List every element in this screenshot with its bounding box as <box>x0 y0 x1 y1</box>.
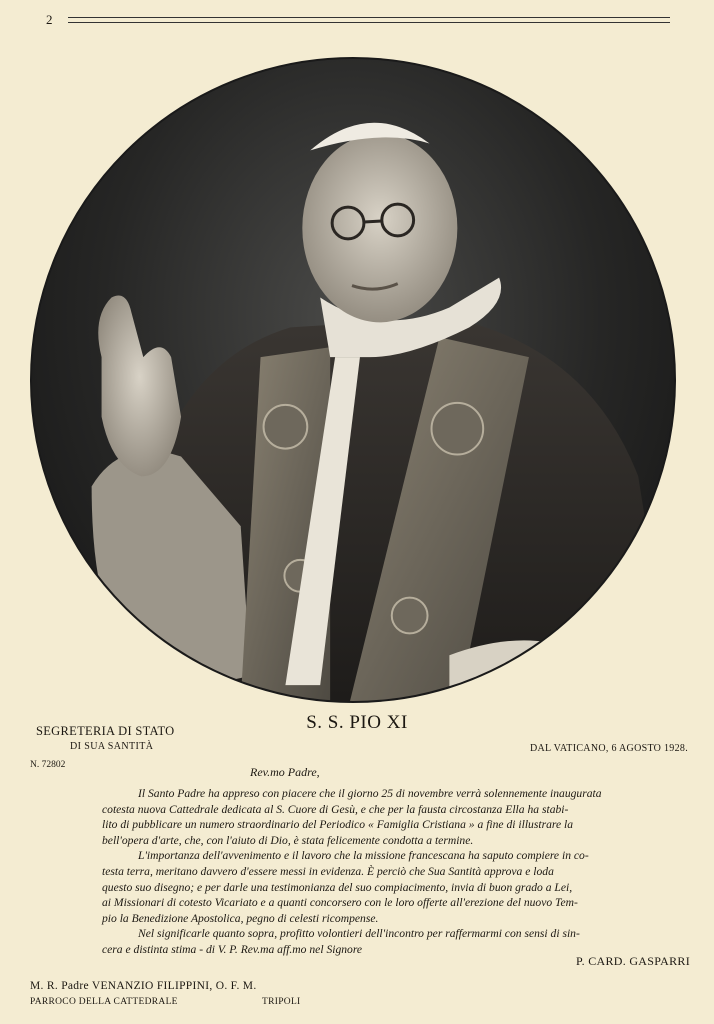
letter-line: cotesta nuova Cattedrale dedicata al S. Cuore di Gesù, e che per la fausta circostanza Ella ha stabi- <box>102 802 569 816</box>
letter-line: L'importanza dell'avvenimento e il lavoro che la missione francescana ha saputo compiere in co- <box>138 849 589 863</box>
portrait-caption: S. S. PIO XI <box>306 712 408 733</box>
letter-salutation: Rev.mo Padre, <box>250 765 320 779</box>
recipient-name: M. R. Padre VENANZIO FILIPPINI, O. F. M. <box>30 980 257 992</box>
letter-line: cera e distinta stima - di V. P. Rev.ma aff.mo nel Signore <box>102 942 363 956</box>
letter-line: Nel significarle quanto sopra, profitto volontieri dell'incontro per raffermarmi con sensi di sin- <box>138 927 580 941</box>
page-number: 2 <box>46 12 53 27</box>
letter-line: ai Missionari di cotesto Vicariato e a quanti concorsero con le loro offerte all'erezione del nuovo Tem- <box>102 896 578 910</box>
letter-line: lito di pubblicare un numero straordinario del Periodico « Famiglia Cristiana » a fine di illustrare la <box>102 818 574 832</box>
letter-body <box>102 786 688 958</box>
portrait-illustration <box>32 59 674 701</box>
letter-line: pio la Benedizione Apostolica, pegno di celesti ricompense. <box>102 911 379 925</box>
letter-signature: P. CARD. GASPARRI <box>575 954 690 968</box>
office-heading: SEGRETERIA DI STATO <box>36 724 175 738</box>
office-subheading: DI SUA SANTITÀ <box>70 741 154 752</box>
protocol-number: N. 72802 <box>30 760 66 770</box>
letter-line: questo suo disegno; e per darle una testimonianza del suo compiacimento, invia di buon grado a Lei, <box>102 880 573 894</box>
letter-line: bell'opera d'arte, che, con l'aiuto di Dio, è stata felicemente condotta a termine. <box>102 833 474 847</box>
letter-line: Il Santo Padre ha appreso con piacere che il giorno 25 di novembre verrà solennemente inaugurata <box>138 787 602 800</box>
pope-portrait-photo <box>30 57 676 703</box>
header-rule <box>68 17 670 23</box>
dateline: DAL VATICANO, 6 AGOSTO 1928. <box>529 743 688 754</box>
recipient-city: TRIPOLI <box>262 997 301 1007</box>
letter-line: testa terra, meritano davvero d'essere messi in evidenza. È perciò che Sua Santità approva e loda <box>102 864 554 878</box>
recipient-role: PARROCO DELLA CATTEDRALE <box>30 997 178 1007</box>
